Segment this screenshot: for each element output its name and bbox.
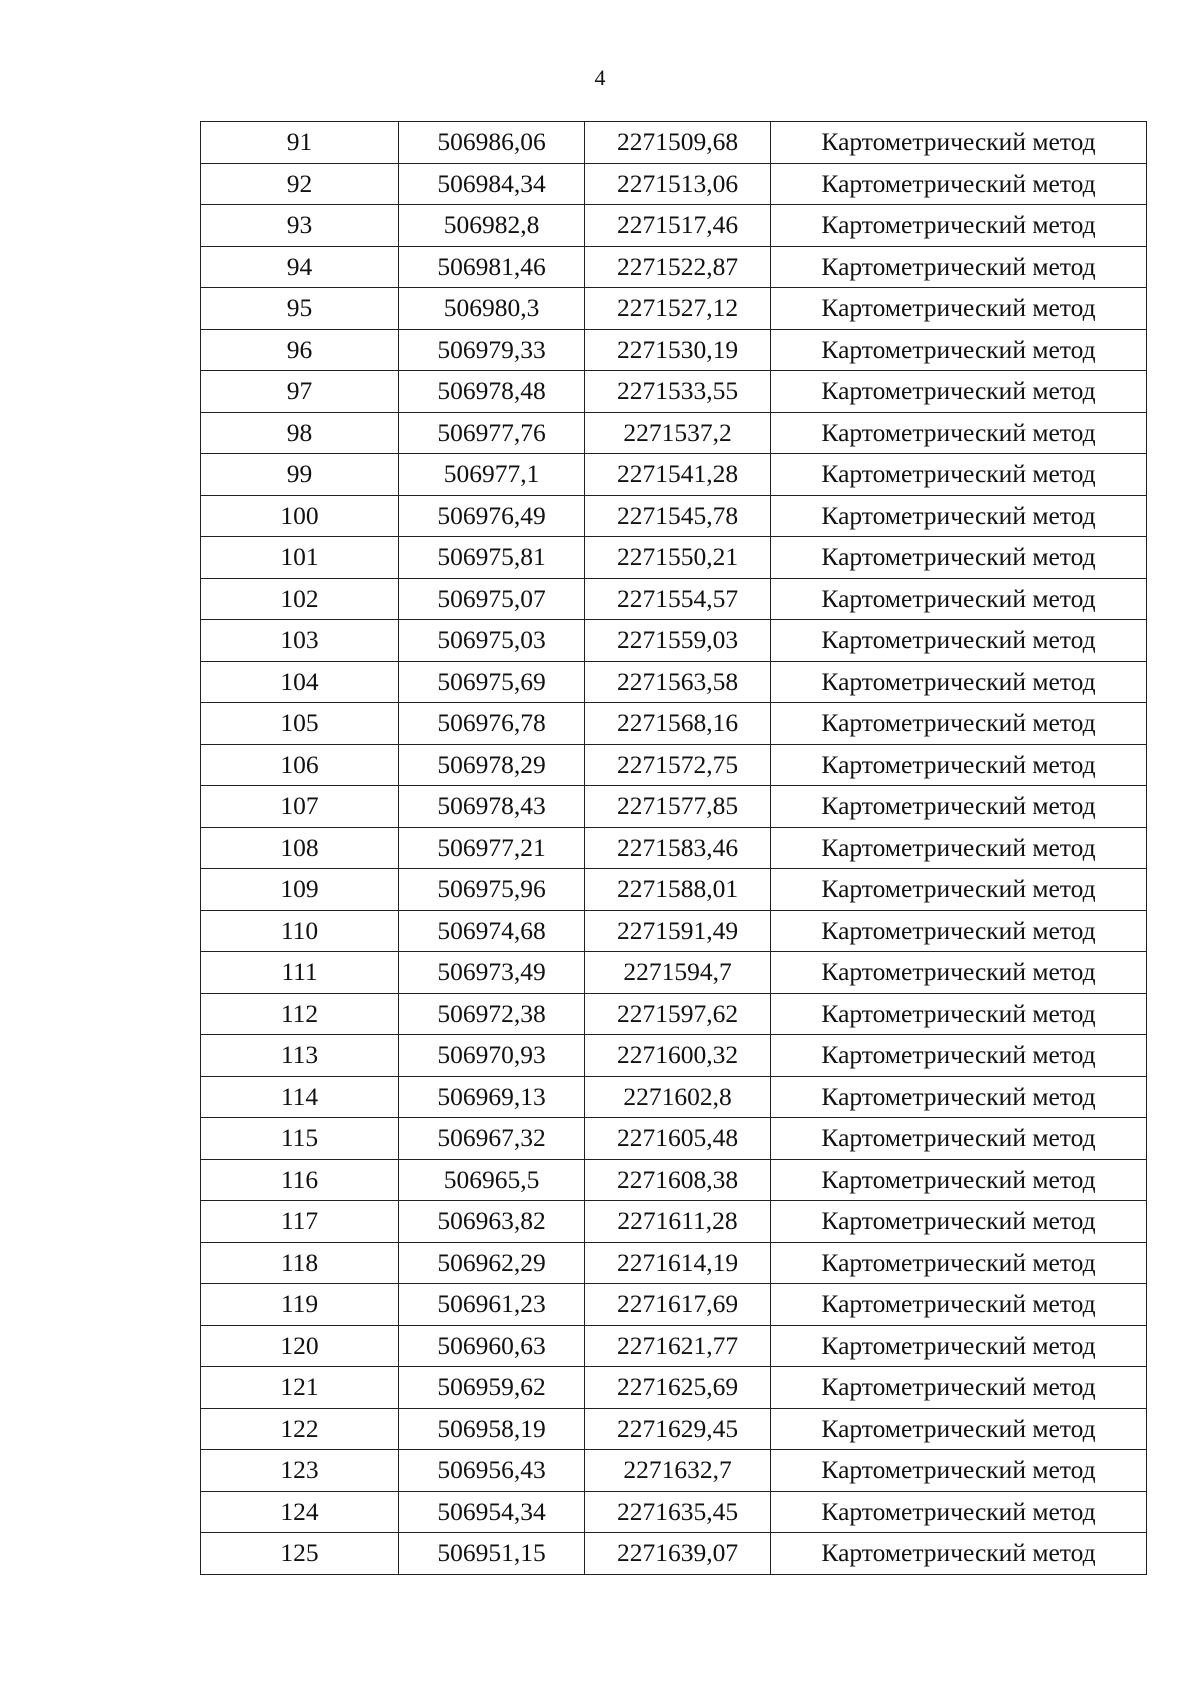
table-row xyxy=(201,1076,1147,1118)
point-number-cell: 122 xyxy=(201,1408,399,1450)
method-cell: Картометрический метод xyxy=(771,1408,1147,1450)
y-coordinate-cell: 2271522,87 xyxy=(585,246,771,288)
table-row xyxy=(201,744,1147,786)
y-coordinate-cell: 2271629,45 xyxy=(585,1408,771,1450)
method-cell: Картометрический метод xyxy=(771,1284,1147,1326)
table-row xyxy=(201,1159,1147,1201)
method-cell: Картометрический метод xyxy=(771,1533,1147,1575)
table-row xyxy=(201,827,1147,869)
method-cell: Картометрический метод xyxy=(771,329,1147,371)
point-number-cell: 108 xyxy=(201,827,399,869)
x-coordinate-cell: 506975,03 xyxy=(399,620,585,662)
y-coordinate-cell: 2271577,85 xyxy=(585,786,771,828)
point-number-cell: 121 xyxy=(201,1367,399,1409)
x-coordinate-cell: 506960,63 xyxy=(399,1325,585,1367)
point-number-cell: 91 xyxy=(201,122,399,164)
table-row xyxy=(201,993,1147,1035)
point-number-cell: 123 xyxy=(201,1450,399,1492)
y-coordinate-cell: 2271517,46 xyxy=(585,205,771,247)
method-cell: Картометрический метод xyxy=(771,661,1147,703)
table-row xyxy=(201,1118,1147,1160)
table-row xyxy=(201,869,1147,911)
x-coordinate-cell: 506969,13 xyxy=(399,1076,585,1118)
y-coordinate-cell: 2271639,07 xyxy=(585,1533,771,1575)
point-number-cell: 113 xyxy=(201,1035,399,1077)
table-row xyxy=(201,163,1147,205)
method-cell: Картометрический метод xyxy=(771,1367,1147,1409)
method-cell: Картометрический метод xyxy=(771,578,1147,620)
table-row xyxy=(201,412,1147,454)
y-coordinate-cell: 2271597,62 xyxy=(585,993,771,1035)
y-coordinate-cell: 2271591,49 xyxy=(585,910,771,952)
x-coordinate-cell: 506978,48 xyxy=(399,371,585,413)
table-row xyxy=(201,495,1147,537)
point-number-cell: 125 xyxy=(201,1533,399,1575)
y-coordinate-cell: 2271559,03 xyxy=(585,620,771,662)
point-number-cell: 99 xyxy=(201,454,399,496)
table-row xyxy=(201,246,1147,288)
method-cell: Картометрический метод xyxy=(771,205,1147,247)
method-cell: Картометрический метод xyxy=(771,703,1147,745)
method-cell: Картометрический метод xyxy=(771,1035,1147,1077)
y-coordinate-cell: 2271527,12 xyxy=(585,288,771,330)
x-coordinate-cell: 506986,06 xyxy=(399,122,585,164)
point-number-cell: 124 xyxy=(201,1491,399,1533)
point-number-cell: 98 xyxy=(201,412,399,454)
table-row xyxy=(201,703,1147,745)
method-cell: Картометрический метод xyxy=(771,288,1147,330)
x-coordinate-cell: 506975,07 xyxy=(399,578,585,620)
point-number-cell: 117 xyxy=(201,1201,399,1243)
x-coordinate-cell: 506980,3 xyxy=(399,288,585,330)
y-coordinate-cell: 2271550,21 xyxy=(585,537,771,579)
y-coordinate-cell: 2271530,19 xyxy=(585,329,771,371)
x-coordinate-cell: 506982,8 xyxy=(399,205,585,247)
table-row xyxy=(201,620,1147,662)
point-number-cell: 120 xyxy=(201,1325,399,1367)
point-number-cell: 107 xyxy=(201,786,399,828)
method-cell: Картометрический метод xyxy=(771,454,1147,496)
table-row xyxy=(201,910,1147,952)
table-row xyxy=(201,537,1147,579)
point-number-cell: 110 xyxy=(201,910,399,952)
method-cell: Картометрический метод xyxy=(771,163,1147,205)
y-coordinate-cell: 2271632,7 xyxy=(585,1450,771,1492)
y-coordinate-cell: 2271617,69 xyxy=(585,1284,771,1326)
x-coordinate-cell: 506956,43 xyxy=(399,1450,585,1492)
y-coordinate-cell: 2271563,58 xyxy=(585,661,771,703)
method-cell: Картометрический метод xyxy=(771,744,1147,786)
method-cell: Картометрический метод xyxy=(771,1450,1147,1492)
x-coordinate-cell: 506974,68 xyxy=(399,910,585,952)
table-row xyxy=(201,578,1147,620)
point-number-cell: 109 xyxy=(201,869,399,911)
table-row xyxy=(201,1242,1147,1284)
table-row xyxy=(201,1035,1147,1077)
point-number-cell: 114 xyxy=(201,1076,399,1118)
point-number-cell: 111 xyxy=(201,952,399,994)
method-cell: Картометрический метод xyxy=(771,827,1147,869)
y-coordinate-cell: 2271537,2 xyxy=(585,412,771,454)
table-row xyxy=(201,1533,1147,1575)
x-coordinate-cell: 506977,1 xyxy=(399,454,585,496)
point-number-cell: 115 xyxy=(201,1118,399,1160)
y-coordinate-cell: 2271568,16 xyxy=(585,703,771,745)
x-coordinate-cell: 506962,29 xyxy=(399,1242,585,1284)
point-number-cell: 119 xyxy=(201,1284,399,1326)
method-cell: Картометрический метод xyxy=(771,1076,1147,1118)
method-cell: Картометрический метод xyxy=(771,952,1147,994)
x-coordinate-cell: 506975,69 xyxy=(399,661,585,703)
x-coordinate-cell: 506978,43 xyxy=(399,786,585,828)
table-row xyxy=(201,371,1147,413)
point-number-cell: 95 xyxy=(201,288,399,330)
method-cell: Картометрический метод xyxy=(771,1491,1147,1533)
x-coordinate-cell: 506961,23 xyxy=(399,1284,585,1326)
point-number-cell: 106 xyxy=(201,744,399,786)
x-coordinate-cell: 506975,96 xyxy=(399,869,585,911)
point-number-cell: 112 xyxy=(201,993,399,1035)
y-coordinate-cell: 2271625,69 xyxy=(585,1367,771,1409)
point-number-cell: 100 xyxy=(201,495,399,537)
y-coordinate-cell: 2271513,06 xyxy=(585,163,771,205)
table-row xyxy=(201,1201,1147,1243)
point-number-cell: 103 xyxy=(201,620,399,662)
x-coordinate-cell: 506976,78 xyxy=(399,703,585,745)
y-coordinate-cell: 2271583,46 xyxy=(585,827,771,869)
x-coordinate-cell: 506954,34 xyxy=(399,1491,585,1533)
x-coordinate-cell: 506965,5 xyxy=(399,1159,585,1201)
x-coordinate-cell: 506978,29 xyxy=(399,744,585,786)
y-coordinate-cell: 2271608,38 xyxy=(585,1159,771,1201)
y-coordinate-cell: 2271611,28 xyxy=(585,1201,771,1243)
method-cell: Картометрический метод xyxy=(771,1242,1147,1284)
point-number-cell: 102 xyxy=(201,578,399,620)
point-number-cell: 94 xyxy=(201,246,399,288)
x-coordinate-cell: 506977,21 xyxy=(399,827,585,869)
y-coordinate-cell: 2271572,75 xyxy=(585,744,771,786)
page-number: 4 xyxy=(594,65,606,90)
table-row xyxy=(201,329,1147,371)
point-number-cell: 93 xyxy=(201,205,399,247)
x-coordinate-cell: 506981,46 xyxy=(399,246,585,288)
table-row xyxy=(201,1325,1147,1367)
y-coordinate-cell: 2271635,45 xyxy=(585,1491,771,1533)
y-coordinate-cell: 2271588,01 xyxy=(585,869,771,911)
point-number-cell: 116 xyxy=(201,1159,399,1201)
point-number-cell: 96 xyxy=(201,329,399,371)
point-number-cell: 104 xyxy=(201,661,399,703)
y-coordinate-cell: 2271545,78 xyxy=(585,495,771,537)
coordinates-table xyxy=(200,121,1147,1575)
method-cell: Картометрический метод xyxy=(771,1159,1147,1201)
point-number-cell: 105 xyxy=(201,703,399,745)
table-row xyxy=(201,288,1147,330)
y-coordinate-cell: 2271509,68 xyxy=(585,122,771,164)
table-row xyxy=(201,952,1147,994)
y-coordinate-cell: 2271541,28 xyxy=(585,454,771,496)
point-number-cell: 118 xyxy=(201,1242,399,1284)
y-coordinate-cell: 2271554,57 xyxy=(585,578,771,620)
x-coordinate-cell: 506984,34 xyxy=(399,163,585,205)
method-cell: Картометрический метод xyxy=(771,620,1147,662)
table-row xyxy=(201,1284,1147,1326)
method-cell: Картометрический метод xyxy=(771,869,1147,911)
method-cell: Картометрический метод xyxy=(771,122,1147,164)
method-cell: Картометрический метод xyxy=(771,993,1147,1035)
table-row xyxy=(201,205,1147,247)
coordinates-table-body xyxy=(201,122,1147,1575)
method-cell: Картометрический метод xyxy=(771,910,1147,952)
method-cell: Картометрический метод xyxy=(771,1201,1147,1243)
method-cell: Картометрический метод xyxy=(771,371,1147,413)
table-row xyxy=(201,122,1147,164)
y-coordinate-cell: 2271602,8 xyxy=(585,1076,771,1118)
y-coordinate-cell: 2271533,55 xyxy=(585,371,771,413)
table-row xyxy=(201,1408,1147,1450)
x-coordinate-cell: 506973,49 xyxy=(399,952,585,994)
method-cell: Картометрический метод xyxy=(771,1325,1147,1367)
x-coordinate-cell: 506958,19 xyxy=(399,1408,585,1450)
y-coordinate-cell: 2271605,48 xyxy=(585,1118,771,1160)
method-cell: Картометрический метод xyxy=(771,1118,1147,1160)
table-row xyxy=(201,1367,1147,1409)
y-coordinate-cell: 2271614,19 xyxy=(585,1242,771,1284)
point-number-cell: 97 xyxy=(201,371,399,413)
x-coordinate-cell: 506951,15 xyxy=(399,1533,585,1575)
table-row xyxy=(201,786,1147,828)
x-coordinate-cell: 506976,49 xyxy=(399,495,585,537)
method-cell: Картометрический метод xyxy=(771,412,1147,454)
point-number-cell: 92 xyxy=(201,163,399,205)
x-coordinate-cell: 506959,62 xyxy=(399,1367,585,1409)
method-cell: Картометрический метод xyxy=(771,246,1147,288)
x-coordinate-cell: 506972,38 xyxy=(399,993,585,1035)
y-coordinate-cell: 2271600,32 xyxy=(585,1035,771,1077)
x-coordinate-cell: 506979,33 xyxy=(399,329,585,371)
table-row xyxy=(201,454,1147,496)
method-cell: Картометрический метод xyxy=(771,786,1147,828)
y-coordinate-cell: 2271594,7 xyxy=(585,952,771,994)
x-coordinate-cell: 506975,81 xyxy=(399,537,585,579)
table-row xyxy=(201,661,1147,703)
method-cell: Картометрический метод xyxy=(771,495,1147,537)
table-row xyxy=(201,1450,1147,1492)
x-coordinate-cell: 506977,76 xyxy=(399,412,585,454)
point-number-cell: 101 xyxy=(201,537,399,579)
x-coordinate-cell: 506970,93 xyxy=(399,1035,585,1077)
x-coordinate-cell: 506963,82 xyxy=(399,1201,585,1243)
x-coordinate-cell: 506967,32 xyxy=(399,1118,585,1160)
table-row xyxy=(201,1491,1147,1533)
method-cell: Картометрический метод xyxy=(771,537,1147,579)
y-coordinate-cell: 2271621,77 xyxy=(585,1325,771,1367)
